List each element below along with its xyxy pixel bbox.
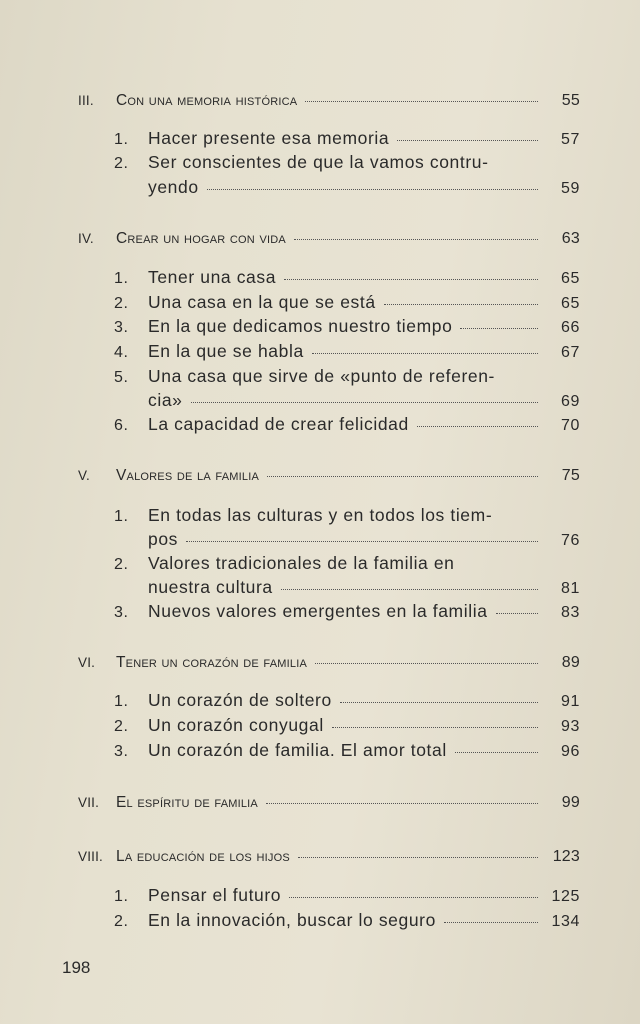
entry-title-continued: yendo	[148, 177, 199, 197]
dot-leader	[281, 589, 538, 590]
entry-number: 1.	[114, 508, 129, 525]
entry-title: Hacer presente esa memoria	[148, 128, 390, 148]
dot-leader	[417, 426, 538, 427]
entry-page: 93	[561, 718, 580, 735]
entry-page: 66	[561, 319, 580, 336]
toc-entry	[78, 601, 580, 622]
entry-title: Nuevos valores emergentes en la familia	[148, 601, 488, 621]
chapter-heading	[78, 92, 580, 110]
dot-leader	[460, 328, 538, 329]
chapter-number: V.	[78, 468, 90, 483]
dot-leader	[266, 803, 538, 804]
entry-number: 1.	[114, 888, 129, 905]
entry-page: 65	[561, 270, 580, 287]
dot-leader	[340, 702, 538, 703]
toc-entry	[78, 715, 580, 736]
entry-page: 134	[551, 913, 580, 930]
chapter-title: El espíritu de familia	[116, 794, 258, 811]
entry-number: 2.	[114, 913, 129, 930]
toc-entry	[78, 152, 580, 173]
chapter-heading	[78, 467, 580, 485]
entry-page: 76	[561, 532, 580, 549]
dot-leader	[186, 541, 538, 542]
dot-leader	[332, 727, 538, 728]
toc-entry	[78, 910, 580, 931]
entry-title: Un corazón de familia. El amor total	[148, 740, 447, 760]
dot-leader	[384, 304, 538, 305]
entry-title: Valores tradicionales de la familia en	[148, 553, 455, 573]
chapter-page: 89	[561, 654, 580, 671]
entry-number: 4.	[114, 344, 129, 361]
entry-page: 81	[561, 580, 580, 597]
toc-entry-continuation	[78, 390, 580, 411]
entry-number: 6.	[114, 417, 129, 434]
dot-leader	[455, 752, 538, 753]
chapter-title: Crear un hogar con vida	[116, 230, 286, 247]
entry-number: 3.	[114, 743, 129, 760]
entry-title: La capacidad de crear felicidad	[148, 414, 409, 434]
entry-page: 69	[561, 393, 580, 410]
chapter-heading	[78, 654, 580, 672]
toc-entry	[78, 414, 580, 435]
entry-number: 3.	[114, 319, 129, 336]
entry-title: Una casa en la que se está	[148, 292, 376, 312]
entry-number: 2.	[114, 295, 129, 312]
toc-entry-continuation	[78, 529, 580, 550]
toc-entry	[78, 885, 580, 906]
entry-number: 1.	[114, 270, 129, 287]
entry-number: 1.	[114, 131, 129, 148]
entry-title: Una casa que sirve de «punto de referen-	[148, 366, 495, 386]
entry-number: 2.	[114, 718, 129, 735]
chapter-number: III.	[78, 93, 94, 108]
dot-leader	[207, 189, 538, 190]
entry-page: 83	[561, 604, 580, 621]
entry-page: 96	[561, 743, 580, 760]
toc-entry-continuation	[78, 577, 580, 598]
entry-page: 65	[561, 295, 580, 312]
entry-page: 59	[561, 180, 580, 197]
entry-title: Un corazón de soltero	[148, 690, 332, 710]
entry-title-continued: pos	[148, 529, 179, 549]
entry-number: 2.	[114, 155, 129, 172]
entry-page: 57	[561, 131, 580, 148]
chapter-page: 123	[552, 848, 580, 865]
entry-title: Pensar el futuro	[148, 885, 282, 905]
entry-title: En la que se habla	[148, 341, 304, 361]
dot-leader	[294, 239, 538, 240]
toc-entry	[78, 341, 580, 362]
chapter-number: VIII.	[78, 849, 104, 864]
dot-leader	[191, 402, 538, 403]
chapter-number: VII.	[78, 795, 100, 810]
entry-page: 91	[561, 693, 580, 710]
toc-entry-continuation	[78, 177, 580, 198]
toc-entry	[78, 366, 580, 387]
entry-number: 5.	[114, 369, 129, 386]
toc-entry	[78, 128, 580, 149]
toc-entry	[78, 690, 580, 711]
chapter-title: Valores de la familia	[116, 467, 260, 484]
toc-entry	[78, 267, 580, 288]
entry-title: En la innovación, buscar lo seguro	[148, 910, 436, 930]
entry-page: 125	[551, 888, 580, 905]
page-number: 198	[62, 958, 91, 977]
chapter-page: 63	[561, 230, 580, 247]
toc-entry	[78, 740, 580, 761]
chapter-heading	[78, 794, 580, 812]
entry-title: En la que dedicamos nuestro tiempo	[148, 316, 453, 336]
chapter-page: 75	[561, 467, 580, 484]
chapter-number: IV.	[78, 231, 94, 246]
dot-leader	[305, 101, 538, 102]
dot-leader	[289, 897, 538, 898]
entry-number: 3.	[114, 604, 129, 621]
entry-title: En todas las culturas y en todos los tiem-	[148, 505, 493, 525]
chapter-title: Con una memoria histórica	[116, 92, 298, 109]
toc-entry	[78, 292, 580, 313]
chapter-page: 55	[561, 92, 580, 109]
entry-page: 67	[561, 344, 580, 361]
entry-title: Tener una casa	[148, 267, 277, 287]
chapter-heading	[78, 848, 580, 866]
chapter-title: La educación de los hijos	[116, 848, 290, 865]
chapter-page: 99	[561, 794, 580, 811]
dot-leader	[444, 922, 538, 923]
entry-number: 1.	[114, 693, 129, 710]
entry-number: 2.	[114, 556, 129, 573]
dot-leader	[284, 279, 538, 280]
dot-leader	[397, 140, 538, 141]
dot-leader	[312, 353, 538, 354]
toc-entry	[78, 505, 580, 526]
entry-title: Ser conscientes de que la vamos contru-	[148, 152, 489, 172]
entry-page: 70	[561, 417, 580, 434]
chapter-heading	[78, 230, 580, 248]
dot-leader	[267, 476, 538, 477]
entry-title: Un corazón conyugal	[148, 715, 324, 735]
dot-leader	[315, 663, 538, 664]
toc-entry	[78, 553, 580, 574]
dot-leader	[496, 613, 538, 614]
chapter-title: Tener un corazón de familia	[116, 654, 308, 671]
chapter-number: VI.	[78, 655, 96, 670]
toc-entry	[78, 316, 580, 337]
entry-title-continued: cia»	[148, 390, 183, 410]
entry-title-continued: nuestra cultura	[148, 577, 273, 597]
dot-leader	[298, 857, 538, 858]
